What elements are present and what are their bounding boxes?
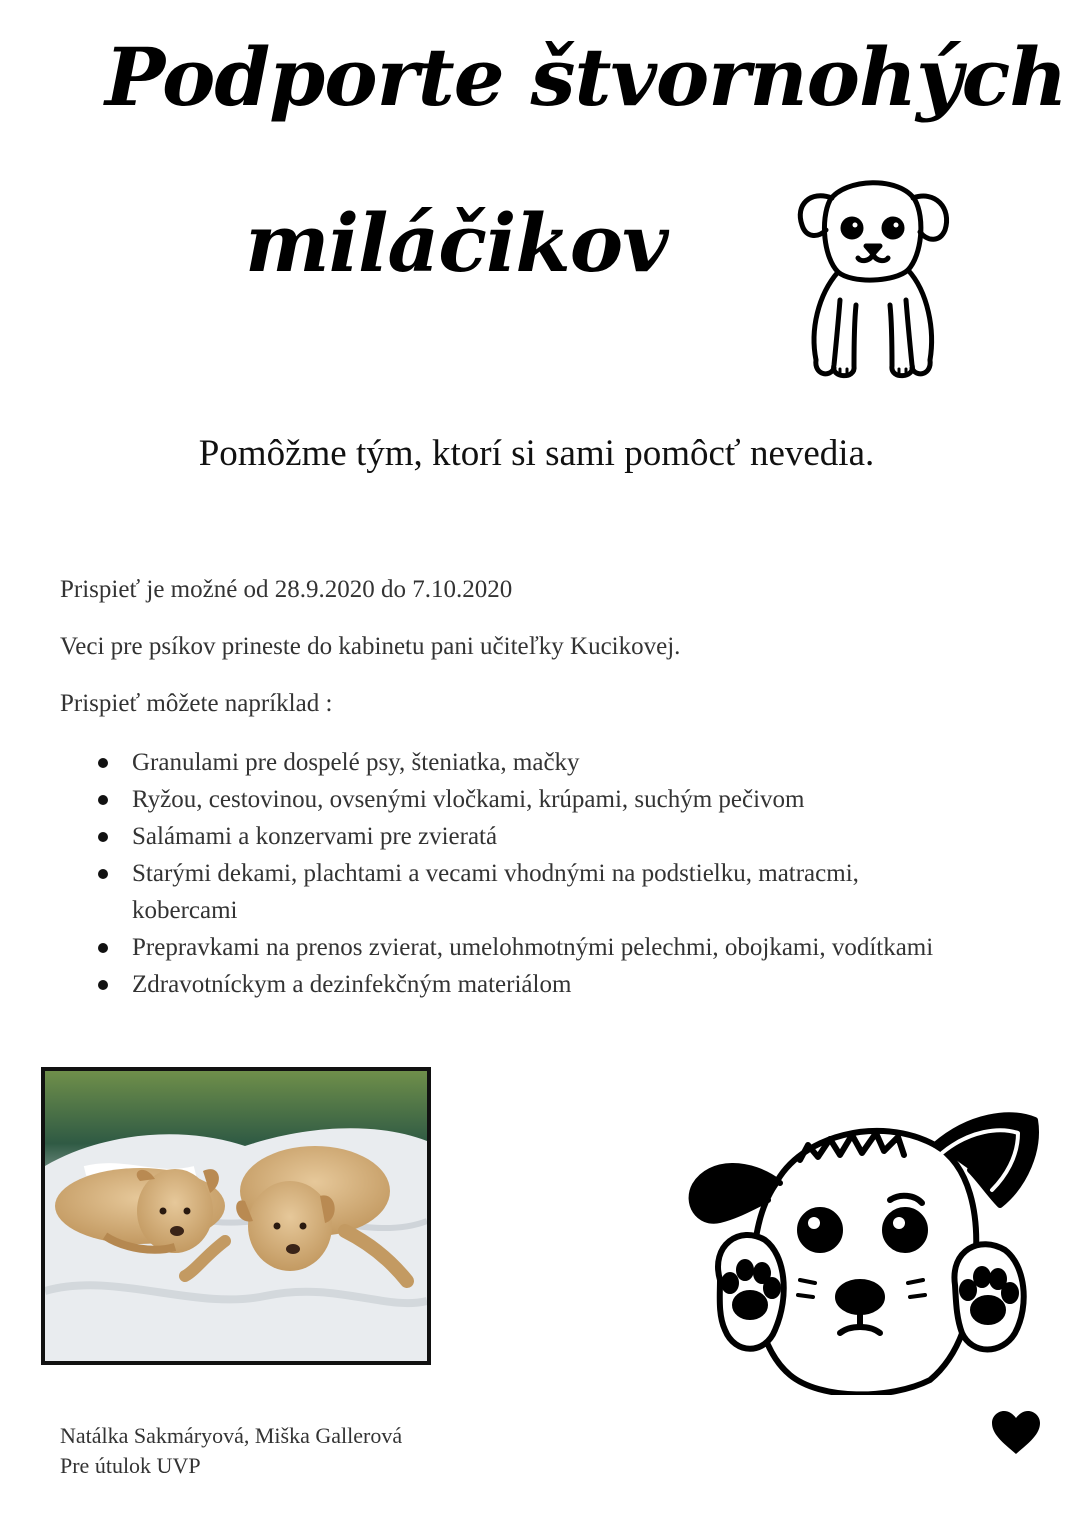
puppy-sitting-icon — [790, 170, 955, 385]
list-item: Salámami a konzervami pre zvieratá — [60, 818, 960, 855]
list-item: Prepravkami na prenos zvierat, umelohmotnými pelechmi, obojkami, vodítkami — [60, 929, 960, 966]
list-item: Starými dekami, plachtami a vecami vhodnými na podstielku, matracmi, kobercami — [60, 855, 960, 929]
list-item: Ryžou, cestovinou, ovsenými vločkami, krúpami, suchým pečivom — [60, 781, 960, 818]
authors: Natálka Sakmáryová, Miška Gallerová — [60, 1423, 403, 1448]
dropoff-info: Veci pre psíkov prineste do kabinetu pani učiteľky Kucikovej. — [60, 633, 681, 660]
subtitle: Pomôžme tým, ktorí si sami pomôcť nevedia. — [198, 433, 875, 474]
title-line-2: miláčikov — [245, 196, 668, 290]
list-intro: Prispieť môžete napríklad : — [60, 690, 333, 717]
organization: Pre útulok UVP — [60, 1453, 201, 1478]
list-item: Zdravotníckym a dezinfekčným materiálom — [60, 966, 960, 1003]
puppies-photo — [41, 1067, 431, 1365]
list-item: Granulami pre dospelé psy, šteniatka, mačky — [60, 744, 960, 781]
date-info: Prispieť je možné od 28.9.2020 do 7.10.2020 — [60, 576, 513, 603]
title-line-1: Podporte štvornohých — [105, 30, 1067, 124]
heart-icon — [990, 1410, 1042, 1456]
puppy-paws-up-icon — [680, 1105, 1045, 1395]
donation-list — [60, 744, 960, 1003]
